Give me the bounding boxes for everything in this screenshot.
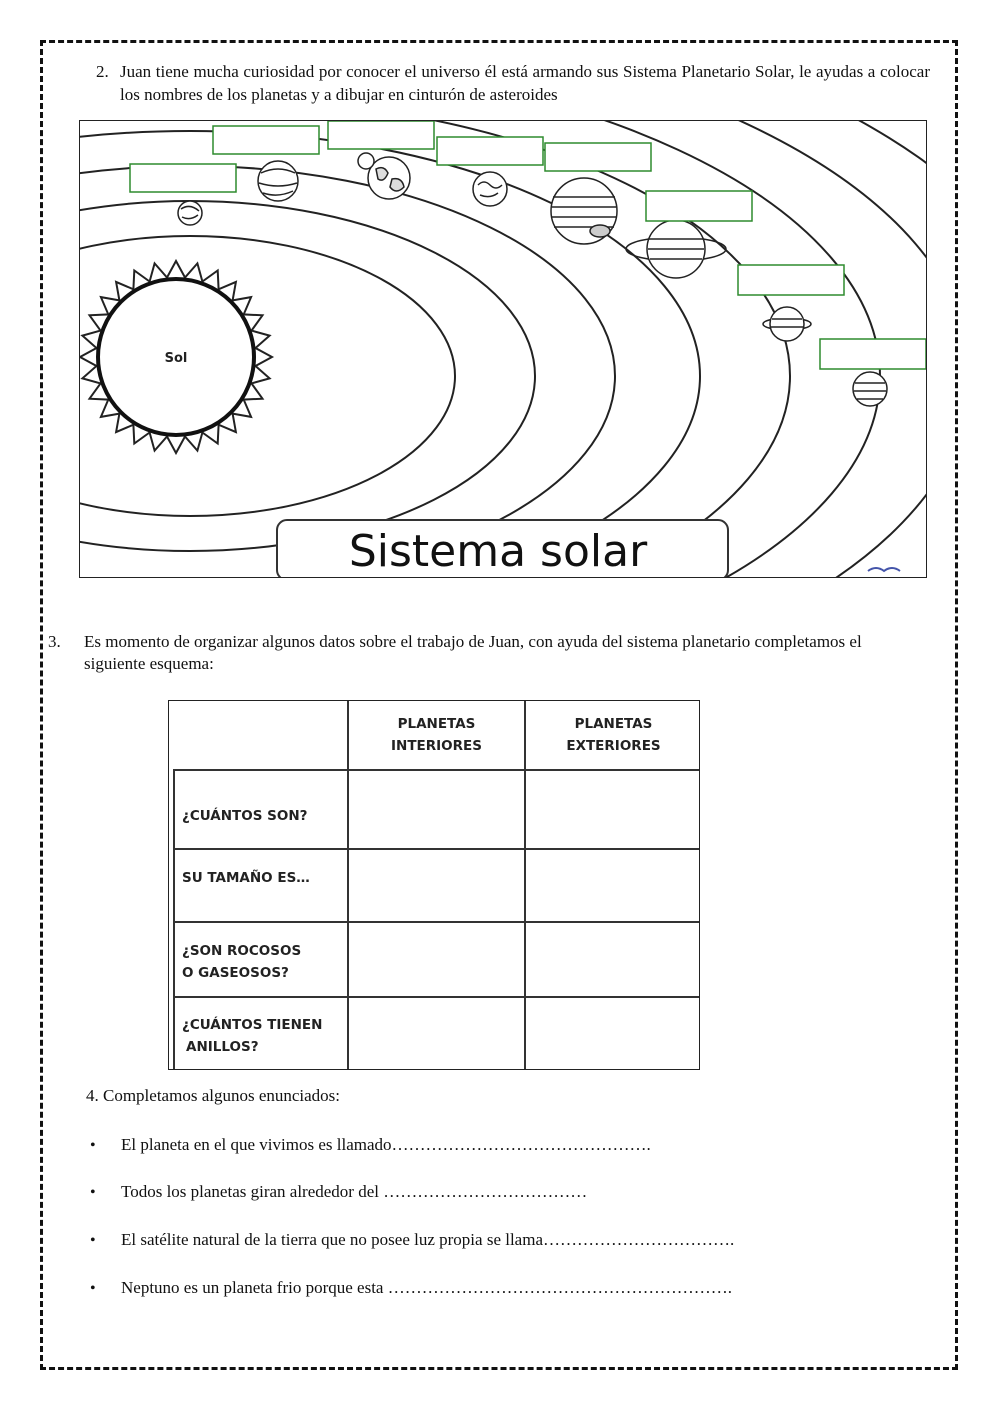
row-divider: [173, 848, 699, 850]
row-divider: [173, 996, 699, 998]
question-3-text: Es momento de organizar algunos datos sobre el trabajo de Juan, con ayuda del sistema planetario completamos el siguiente esquema:: [84, 632, 862, 673]
row-divider: [173, 769, 699, 771]
planets-scheme-table: [168, 700, 700, 1070]
planet-name-box: [328, 121, 434, 149]
sun-label: Sol: [164, 351, 188, 366]
logo-mark: [868, 568, 900, 571]
planet-uranus: [763, 307, 811, 341]
statement-item: • Todos los planetas giran alrededor del ………………………………: [90, 1182, 588, 1201]
planet-mars: [473, 172, 507, 206]
column-divider: [173, 769, 175, 1069]
question-3: [48, 631, 908, 675]
row-label-rocosos-gaseosos: ¿SON ROCOSOS O GASEOSOS?: [182, 943, 302, 981]
planet-name-box: [437, 137, 543, 165]
question-4-heading: 4. Completamos algunos enunciados:: [86, 1086, 341, 1105]
question-3-number: 3.: [48, 632, 61, 651]
bullet: •: [90, 1184, 96, 1201]
question-2-number: 2.: [96, 62, 109, 81]
planet-name-box: [130, 164, 236, 192]
planet-venus: [258, 161, 298, 201]
bullet: •: [90, 1137, 96, 1154]
header-planetas-interiores: PLANETAS INTERIORES: [391, 716, 482, 754]
planet-name-box: [646, 191, 752, 221]
bullet: •: [90, 1232, 96, 1249]
planet-saturn: [626, 220, 726, 278]
planet-name-box: [545, 143, 651, 171]
statement-item: • El planeta en el que vivimos es llamado……………………………………….: [90, 1135, 651, 1154]
header-planetas-exteriores: PLANETAS EXTERIORES: [566, 716, 661, 754]
bullet: •: [90, 1280, 96, 1297]
planet-jupiter: [551, 178, 617, 244]
question-2: [96, 60, 930, 106]
planet-name-box: [820, 339, 926, 369]
diagram-title: Sistema solar: [348, 526, 648, 577]
row-label-cuantos-son: ¿CUÁNTOS SON?: [182, 808, 308, 824]
planet-mercury: [178, 201, 202, 225]
planet-name-box: [738, 265, 844, 295]
row-divider: [173, 921, 699, 923]
statement-item: • Neptuno es un planeta frio porque esta …………………………………………………….: [90, 1278, 732, 1297]
planet-neptune: [853, 372, 887, 406]
solar-system-diagram: [79, 120, 927, 578]
planet-name-box: [213, 126, 319, 154]
statement-item: • El satélite natural de la tierra que no posee luz propia se llama…………………………….: [90, 1230, 735, 1249]
row-label-tamano: SU TAMAÑO ES…: [182, 870, 310, 886]
moon: [358, 153, 374, 169]
row-label-anillos: ¿CUÁNTOS TIENEN ANILLOS?: [182, 1017, 323, 1055]
question-2-text: Juan tiene mucha curiosidad por conocer el universo él está armando sus Sistema Planetario Solar, le ayudas a colocar los nombres de los planetas y a dibujar en cinturón de asteroides: [120, 62, 930, 104]
